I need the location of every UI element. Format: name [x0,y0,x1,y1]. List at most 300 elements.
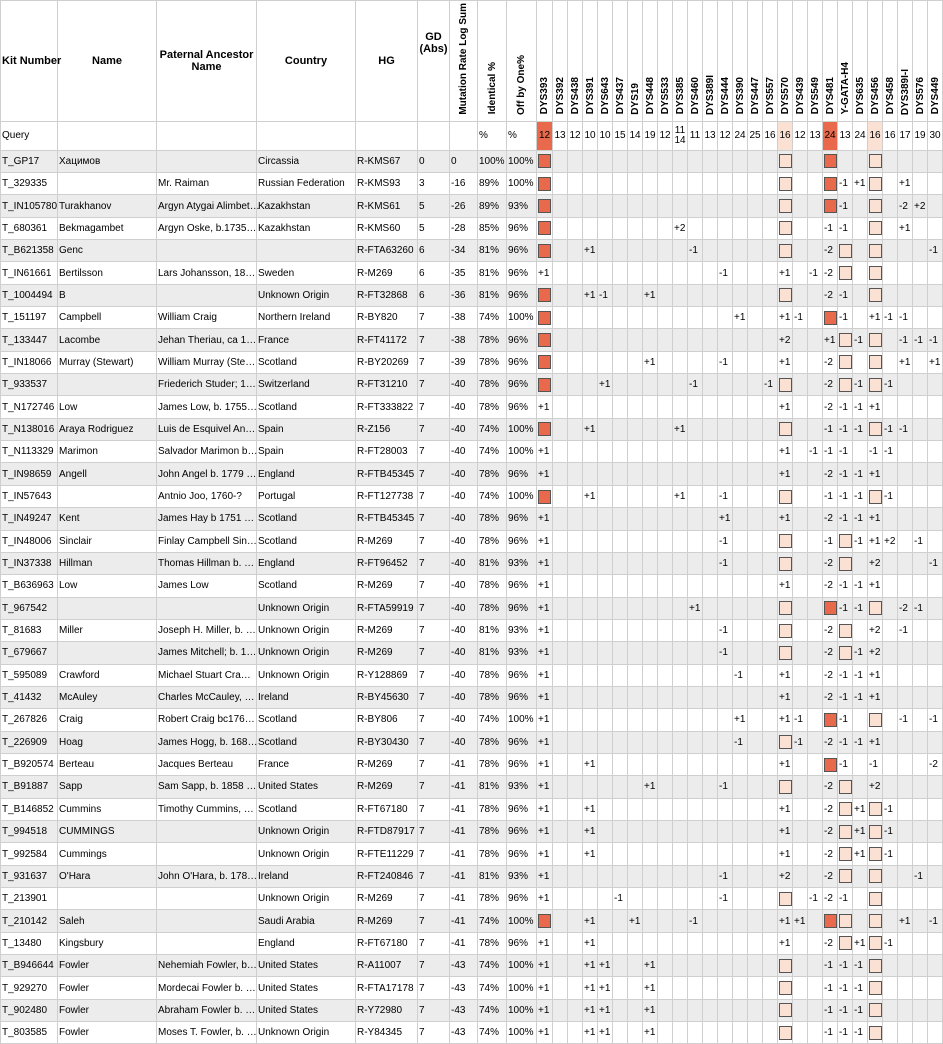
marker-highlight-red [538,177,551,191]
marker-diff-cell [718,307,733,329]
marker-diff-cell: -1 [838,307,853,329]
marker-header-dys460[interactable] [688,1,703,122]
ancestor-cell: Jacques Berteau [157,753,257,775]
marker-diff-cell [763,664,778,686]
marker-diff-cell [688,1022,703,1044]
off-by-one-cell: 100% [507,977,537,999]
marker-header-dys385[interactable] [673,1,688,122]
marker-diff-cell: +1 [733,709,748,731]
table-row[interactable] [1,597,943,619]
kit-number-cell: T_IN98659 [1,463,58,485]
marker-diff-cell [688,753,703,775]
marker-diff-cell [688,686,703,708]
marker-header-dys449[interactable] [928,1,943,122]
marker-diff-cell [808,150,823,172]
marker-diff-cell [553,240,568,262]
table-row[interactable] [1,709,943,731]
marker-diff-cell [568,307,583,329]
marker-diff-cell [808,977,823,999]
table-row[interactable] [1,798,943,820]
col-header-identical-label: Identical % [486,62,498,115]
marker-diff-cell: -1 [838,508,853,530]
ancestor-cell: James Hay b 1751 … [157,508,257,530]
table-row[interactable] [1,418,943,440]
country-cell: Scotland [257,731,356,753]
marker-diff-cell [913,1022,928,1044]
marker-highlight-cell [838,329,853,351]
name-cell: Araya Rodriguez [58,418,157,440]
marker-highlight-cell [868,329,883,351]
name-cell: Angell [58,463,157,485]
marker-diff-cell [748,284,763,306]
table-row[interactable] [1,508,943,530]
marker-diff-cell: -1 [823,485,838,507]
marker-diff-cell [733,865,748,887]
marker-header-dys456[interactable] [868,1,883,122]
marker-diff-cell [913,284,928,306]
marker-highlight-cell [823,709,838,731]
marker-diff-cell [793,351,808,373]
marker-diff-cell [673,642,688,664]
marker-diff-cell [628,262,643,284]
marker-header-dys481[interactable] [823,1,838,122]
marker-header-dys643[interactable] [598,1,613,122]
col-header-kit-number[interactable]: Kit Number [1,1,58,122]
marker-diff-cell: -2 [823,865,838,887]
off-by-one-cell: 100% [507,173,537,195]
table-row[interactable] [1,575,943,597]
marker-diff-cell: +1 [793,910,808,932]
marker-diff-cell [898,396,913,418]
marker-diff-cell [583,217,598,239]
marker-diff-cell [883,910,898,932]
off-by-one-cell: 100% [507,441,537,463]
marker-highlight-cell [778,418,793,440]
identical-cell: 74% [478,999,507,1021]
ancestor-cell [157,284,257,306]
marker-header-dys19[interactable] [628,1,643,122]
name-cell: Sapp [58,776,157,798]
marker-diff-cell: -1 [823,1022,838,1044]
marker-diff-cell [673,776,688,798]
kit-number-cell: T_IN37338 [1,552,58,574]
ancestor-cell: James Mitchell; b. 1… [157,642,257,664]
table-row[interactable] [1,351,943,373]
marker-diff-cell: -1 [823,999,838,1021]
marker-diff-cell [733,820,748,842]
marker-diff-cell [898,508,913,530]
identical-cell: 74% [478,955,507,977]
marker-diff-cell [688,731,703,753]
marker-header-dys448[interactable] [643,1,658,122]
marker-diff-cell [628,351,643,373]
marker-diff-cell [703,307,718,329]
table-row[interactable] [1,664,943,686]
table-row[interactable] [1,195,943,217]
marker-diff-cell: +1 [537,843,553,865]
marker-diff-cell [673,798,688,820]
table-row[interactable] [1,284,943,306]
marker-diff-cell [883,865,898,887]
marker-diff-cell [748,217,763,239]
marker-diff-cell [913,999,928,1021]
query-identical-unit: % [478,121,507,150]
table-row[interactable] [1,374,943,396]
table-row[interactable] [1,173,943,195]
marker-diff-cell [598,307,613,329]
marker-header-dys389i-i[interactable] [898,1,913,122]
table-row[interactable] [1,820,943,842]
name-cell: Fowler [58,977,157,999]
marker-header-dys444[interactable] [718,1,733,122]
marker-diff-cell [883,686,898,708]
marker-diff-cell [613,329,628,351]
name-cell: Sinclair [58,530,157,552]
marker-diff-cell: -1 [928,329,943,351]
table-row[interactable] [1,955,943,977]
country-cell: Circassia [257,150,356,172]
table-row[interactable] [1,843,943,865]
marker-diff-cell [598,329,613,351]
col-header-mutation-rate[interactable] [450,1,478,122]
table-row[interactable] [1,1022,943,1044]
kit-number-cell: T_41432 [1,686,58,708]
marker-diff-cell [913,977,928,999]
marker-diff-cell [763,575,778,597]
marker-diff-cell [853,284,868,306]
marker-diff-cell: -1 [838,485,853,507]
kit-number-cell: T_B920574 [1,753,58,775]
marker-diff-cell [898,441,913,463]
marker-diff-cell [613,798,628,820]
query-cell [257,121,356,150]
query-marker-value: 19 [913,121,928,150]
marker-diff-cell [808,999,823,1021]
haplogroup-cell: R-M269 [356,262,418,284]
marker-highlight-cell [868,217,883,239]
marker-header-dys390[interactable] [733,1,748,122]
marker-diff-cell [808,530,823,552]
col-header-name[interactable]: Name [58,1,157,122]
marker-diff-cell [553,217,568,239]
marker-diff-cell: +1 [898,910,913,932]
marker-highlight-red [824,713,837,727]
marker-highlight-pale [779,1026,792,1040]
marker-diff-cell [733,910,748,932]
haplogroup-cell: R-FT96452 [356,552,418,574]
col-header-off-by-one[interactable] [507,1,537,122]
marker-diff-cell [658,731,673,753]
marker-diff-cell [583,664,598,686]
marker-diff-cell [763,597,778,619]
table-row[interactable] [1,150,943,172]
marker-diff-cell: +1 [598,374,613,396]
marker-header-label: DYS437 [614,77,626,115]
marker-diff-cell [658,888,673,910]
table-row[interactable] [1,731,943,753]
marker-diff-cell [808,575,823,597]
identical-cell: 74% [478,709,507,731]
kit-number-cell: T_N113329 [1,441,58,463]
marker-diff-cell [598,642,613,664]
table-row[interactable] [1,999,943,1021]
marker-diff-cell: -1 [928,552,943,574]
marker-diff-cell [733,441,748,463]
mutation-rate-cell: -41 [450,932,478,954]
marker-header-dys391[interactable] [583,1,598,122]
gd-cell: 7 [418,888,450,910]
marker-diff-cell [613,530,628,552]
table-row[interactable] [1,686,943,708]
name-cell: Craig [58,709,157,731]
name-cell: Cummings [58,843,157,865]
marker-diff-cell [553,351,568,373]
marker-diff-cell [628,843,643,865]
marker-diff-cell [733,798,748,820]
col-header-country[interactable]: Country [257,1,356,122]
marker-highlight-cell [823,910,838,932]
marker-diff-cell: +1 [583,418,598,440]
marker-diff-cell [703,374,718,396]
marker-diff-cell [613,262,628,284]
mutation-rate-cell: -40 [450,575,478,597]
marker-diff-cell [853,709,868,731]
marker-diff-cell [568,999,583,1021]
marker-highlight-pale [839,847,852,861]
marker-diff-cell: +1 [583,843,598,865]
col-header-identical[interactable] [478,1,507,122]
marker-diff-cell [718,150,733,172]
marker-diff-cell [643,307,658,329]
marker-diff-cell [613,664,628,686]
marker-diff-cell [898,776,913,798]
marker-diff-cell [628,307,643,329]
marker-diff-cell [913,150,928,172]
marker-diff-cell [898,374,913,396]
marker-diff-cell [763,150,778,172]
marker-highlight-pale [779,1003,792,1017]
marker-header-dys438[interactable] [568,1,583,122]
table-row[interactable] [1,441,943,463]
marker-diff-cell [598,396,613,418]
marker-diff-cell [673,932,688,954]
marker-diff-cell [703,955,718,977]
marker-diff-cell: -1 [853,418,868,440]
kit-number-cell: T_IN57643 [1,485,58,507]
marker-diff-cell [553,865,568,887]
marker-highlight-red [824,601,837,615]
table-row[interactable] [1,910,943,932]
marker-diff-cell [613,284,628,306]
marker-header-dys447[interactable] [748,1,763,122]
off-by-one-cell: 100% [507,307,537,329]
marker-header-dys393[interactable] [537,1,553,122]
table-row[interactable] [1,396,943,418]
marker-diff-cell [763,262,778,284]
marker-highlight-pale [869,869,882,883]
marker-diff-cell [763,173,778,195]
marker-diff-cell [568,686,583,708]
marker-diff-cell [703,284,718,306]
identical-cell: 78% [478,932,507,954]
marker-diff-cell [643,508,658,530]
col-header-haplogroup[interactable]: HG [356,1,418,122]
marker-diff-cell [583,396,598,418]
name-cell: Miller [58,619,157,641]
ancestor-cell: Jehan Theriau, ca 1… [157,329,257,351]
marker-diff-cell [748,195,763,217]
kit-number-cell: T_902480 [1,999,58,1021]
query-marker-value: 11 [688,121,703,150]
marker-highlight-red [824,758,837,772]
marker-diff-cell [883,575,898,597]
identical-cell: 74% [478,485,507,507]
marker-diff-cell [853,150,868,172]
table-row[interactable] [1,753,943,775]
table-row[interactable] [1,262,943,284]
off-by-one-cell: 96% [507,217,537,239]
marker-header-dys549[interactable] [808,1,823,122]
table-row[interactable] [1,307,943,329]
ancestor-cell: Michael Stuart Cra… [157,664,257,686]
marker-diff-cell [793,284,808,306]
marker-diff-cell: -1 [838,284,853,306]
marker-highlight-cell [838,351,853,373]
marker-diff-cell [718,396,733,418]
marker-diff-cell [553,686,568,708]
table-row[interactable] [1,530,943,552]
kit-number-cell: T_1004494 [1,284,58,306]
marker-highlight-red [824,311,837,325]
marker-diff-cell [658,217,673,239]
marker-diff-cell [898,530,913,552]
kit-number-cell: T_IN61661 [1,262,58,284]
marker-diff-cell [628,374,643,396]
marker-diff-cell [688,307,703,329]
marker-header-dys533[interactable] [658,1,673,122]
marker-diff-cell [703,396,718,418]
table-row[interactable] [1,619,943,641]
table-row[interactable] [1,776,943,798]
marker-diff-cell [748,820,763,842]
marker-diff-cell [793,664,808,686]
table-row[interactable] [1,240,943,262]
marker-diff-cell [733,374,748,396]
marker-diff-cell [658,932,673,954]
marker-header-dys439[interactable] [793,1,808,122]
marker-header-dys458[interactable] [883,1,898,122]
marker-highlight-pale [779,422,792,436]
marker-diff-cell [748,776,763,798]
marker-diff-cell: +1 [778,820,793,842]
marker-diff-cell [613,776,628,798]
marker-diff-cell [793,173,808,195]
marker-diff-cell [928,262,943,284]
gd-cell: 7 [418,552,450,574]
marker-diff-cell [658,351,673,373]
marker-diff-cell [748,843,763,865]
marker-diff-cell [553,508,568,530]
marker-header-dys576[interactable] [913,1,928,122]
marker-highlight-red [538,422,551,436]
marker-header-dys557[interactable] [763,1,778,122]
marker-diff-cell: -1 [853,329,868,351]
marker-header-y-gata-h4[interactable] [838,1,853,122]
marker-header-dys570[interactable] [778,1,793,122]
haplogroup-cell: R-BY20269 [356,351,418,373]
identical-cell: 81% [478,865,507,887]
marker-diff-cell [688,329,703,351]
marker-diff-cell [883,977,898,999]
marker-diff-cell [898,575,913,597]
marker-diff-cell: +1 [718,508,733,530]
table-row[interactable] [1,642,943,664]
table-row[interactable] [1,552,943,574]
marker-diff-cell: -2 [823,686,838,708]
col-header-mutation-rate-label: Mutation Rate Log Sum [458,3,469,115]
marker-diff-cell [613,820,628,842]
off-by-one-cell: 96% [507,820,537,842]
table-row[interactable] [1,865,943,887]
table-row[interactable] [1,329,943,351]
gd-cell: 7 [418,776,450,798]
marker-diff-cell: -1 [853,575,868,597]
marker-diff-cell [673,820,688,842]
marker-header-dys635[interactable] [853,1,868,122]
marker-diff-cell [568,441,583,463]
marker-diff-cell [658,530,673,552]
marker-diff-cell [793,977,808,999]
marker-diff-cell [853,552,868,574]
marker-highlight-cell [778,173,793,195]
marker-diff-cell [733,530,748,552]
marker-diff-cell [703,1022,718,1044]
marker-header-dys437[interactable] [613,1,628,122]
marker-highlight-pale [779,557,792,571]
table-row[interactable] [1,932,943,954]
marker-diff-cell [718,932,733,954]
col-header-genetic-distance[interactable]: GD (Abs) [418,1,450,122]
table-row[interactable] [1,977,943,999]
haplogroup-cell: R-FTA17178 [356,977,418,999]
marker-header-label: DYS643 [599,77,611,115]
marker-header-dys389i[interactable] [703,1,718,122]
marker-diff-cell [763,307,778,329]
marker-diff-cell [808,731,823,753]
marker-diff-cell [658,798,673,820]
col-header-paternal-ancestor[interactable]: Paternal Ancestor Name [157,1,257,122]
ancestor-cell: Timothy Cummins, … [157,798,257,820]
table-row[interactable] [1,888,943,910]
marker-diff-cell [688,530,703,552]
gd-cell: 5 [418,217,450,239]
marker-header-dys392[interactable] [553,1,568,122]
haplogroup-cell: R-BY30430 [356,731,418,753]
marker-diff-cell [928,441,943,463]
table-row[interactable] [1,485,943,507]
ancestor-cell: Finlay Campbell Sin… [157,530,257,552]
marker-diff-cell [598,485,613,507]
marker-highlight-pale [779,735,792,749]
marker-diff-cell [793,329,808,351]
country-cell: Northern Ireland [257,307,356,329]
table-row[interactable] [1,463,943,485]
identical-cell: 78% [478,888,507,910]
marker-diff-cell: -2 [823,932,838,954]
table-row[interactable] [1,217,943,239]
country-cell: Scotland [257,575,356,597]
marker-diff-cell [568,955,583,977]
